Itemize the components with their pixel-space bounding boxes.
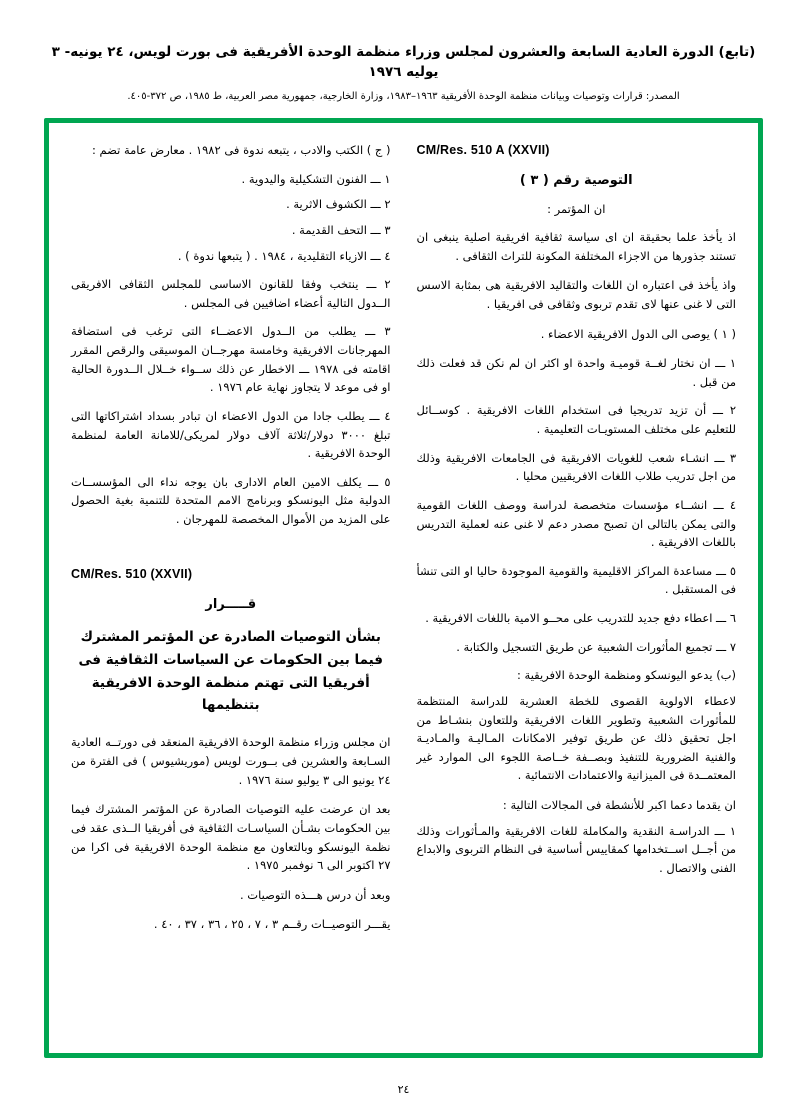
document-source-note: المصدر: قرارات وتوصيات وبيانات منظمة الوحدة الأفريقية ١٩٦٣–١٩٨٣، وزارة الخارجية، جمهورية مصر العربية، ط ١٩٨٥، ص ٣٧٢-٤٠٥.	[127, 90, 680, 102]
resolution-code-left: CM/Res. 510 (XXVII)	[71, 566, 193, 581]
list-item: ٣ ـــ التحف القديمة .	[291, 222, 391, 237]
section-b-body: لاعطاء الاولوية القصوى للخطة العشرية للدراسة المنتظمة للمأثورات الشعبية وتطوير اللغات الافريقية وللتعاون بنشـاط من اجل تحقيق ذلك عن طريق توفير الامكانات المـاليـة والمـاديـة والفنية الضرورية للتنفيذ وبصــفة خــاصة اللجوء الى الموارد غير المعتمــدة فى الميزانية والاعتمادات الانتمائية .	[416, 693, 736, 783]
resolution-code-right: CM/Res. 510 A (XXVII)	[416, 143, 550, 157]
sub-lead-a: ( ١ ) يوصى الى الدول الافريقية الاعضاء .	[540, 326, 736, 341]
list-item: ١ ـــ الدراسـة النقدية والمكاملة للغات الافريقية والمـأثورات وذلك من أجــل اســتخدامها كمقاييس أساسية فى النظام التربوى والابداع الفنى والاتصال .	[416, 823, 736, 875]
list-item: ٢ ـــ الكشوف الاثرية .	[286, 197, 391, 212]
two-column-body	[49, 123, 758, 1053]
list-item: ٦ ـــ اعطاء دفع جديد للتدريب على محــو الامية باللغات الافريقية .	[425, 611, 736, 625]
list-item: ٢ ـــ أن تزيد تدريجيا فى استخدام اللغات الافريقية . كوســائل للتعليم على مختلف المستويـات التعليمية .	[416, 403, 736, 436]
page-header	[34, 42, 773, 104]
list-item: ( ج ) الكتب والادب ، يتبعه ندوة فى ١٩٨٢ . معارض عامة تضم :	[91, 143, 391, 157]
conference-lead: ان المؤتمر :	[547, 202, 606, 216]
column-spacer	[71, 539, 391, 565]
list-item: ١ ـــ الفنون التشكيلية واليدوية .	[241, 171, 391, 186]
resolution-paragraph: وبعد أن درس هـــذه التوصيات .	[239, 887, 391, 902]
column-right	[417, 141, 737, 1039]
preamble-paragraph: واذ يأخذ فى اعتباره ان اللغات والتقاليد الافريقية هى بمثابة الاسس التى لا غنى عنها لاى تقدم تربوى وثقافى فى افريقيا .	[416, 278, 736, 311]
list-item: ٣ ـــ يطلب من الــدول الاعضــاء التى ترغب فى استضافة المهرجانات الافريقية وخامسة مهرجــان الموسيقى والرقص المقرر اقامته فى ١٩٧٨ ـــ الاخطار عن ذلك ســواء خــلال الــدورة الحالية او فى موعد لا يتجاوز نهاية عام ١٩٧٦ .	[71, 324, 391, 395]
resolution-heading: قـــــرار	[205, 596, 257, 612]
green-border-frame	[44, 118, 763, 1058]
section-c-lead: ان يقدما دعما اكبر للأنشطة فى المجالات التالية :	[502, 798, 736, 812]
section-b-lead: (ب) يدعو اليونسكو ومنظمة الوحدة الافريقية :	[517, 668, 736, 683]
recommendation-heading: التوصية رقم ( ٣ )	[519, 173, 633, 188]
resolution-paragraph: ان مجلس وزراء منظمة الوحدة الافريقية المنعقد فى دورتــه العادية السـابعة والعشرين فى بــورت لويس (موريشيوس ) فى الفترة من ٢٤ يونيو الى ٣ يوليو سنة ١٩٧٦ .	[71, 735, 391, 787]
column-left	[71, 141, 391, 1039]
resolution-paragraph: بعد ان عرضت عليه التوصيات الصادرة عن المؤتمر المشترك فيما بين الحكومات بشـأن السياسـات الثقافية فى أفريقيا الــذى عقد فى نظمة اليونسكو وبالتعاون مع منظمة الوحدة الافريقية فى اكرا من ٢٧ اكتوبر الى ٦ نوفمبر ١٩٧٥ .	[71, 802, 391, 873]
list-item: ٥ ـــ يكلف الامين العام الادارى بان يوجه نداء الى المؤسســات الدولية مثل اليونسكو وبرنامج الامم المتحدة للتنمية بغية الحصول على المزيد من الأموال المخصصة للمهرجان .	[71, 474, 391, 526]
list-item: ٢ ـــ ينتخب وفقا للقانون الاساسى للمجلس الثقافى الافريقى الــدول التالية أعضاء اضافيين فى المجلس .	[71, 277, 391, 310]
list-item: ٣ ـــ انشـاء شعب للغويات الافريقية فى الجامعات الافريقية وذلك من اجل تدريب طلاب اللغات الافريقيين محليا .	[416, 450, 736, 484]
page-number: ٢٤	[397, 1083, 410, 1096]
document-title: (تابع) الدورة العادية السابعة والعشرون لمجلس وزراء منظمة الوحدة الأفريقية فى بورت لويس، ٢٤ يونيه- ٣ يوليه ١٩٧٦	[51, 44, 756, 81]
list-item: ٧ ـــ تجميع المأثورات الشعبية عن طريق التسجيل والكتابة .	[456, 639, 736, 654]
list-item: ١ ـــ ان نختار لغــة قوميـة واحدة او اكثر ان لم نكن قد فعلت ذلك من قبل .	[416, 356, 736, 389]
preamble-paragraph: اذ يأخذ علما بحقيقة ان اى سياسة ثقافية افريقية اصلية ينبغى ان تستند جذورها من الاجزاء المختلفة المكونة للتراث الثقافى .	[416, 230, 736, 263]
resolution-decision: يقـــر التوصيــات رقــم ٣ ، ٧ ، ٢٥ ، ٣٦ ، ٣٧ ، ٤٠ .	[153, 917, 391, 932]
resolution-subheading: بشأن التوصيات الصادرة عن المؤتمر المشترك فيما بين الحكومات عن السياسات الثقافية فى أفريقيا التى تهتم منظمة الوحدة الافريقية بتنظيمها	[78, 628, 383, 714]
list-item: ٤ ـــ الازياء التقليدية ، ١٩٨٤ . ( يتبعها ندوة ) .	[177, 248, 391, 263]
list-item: ٤ ـــ انشــاء مؤسسات متخصصة لدراسة ووصف اللغات القومية والتى يمكن بالتالى ان تصبح مصدر دعم لا غنى عنه لعملية التدريس باللغات الافريقية .	[416, 497, 736, 550]
list-item: ٤ ـــ يطلب جادا من الدول الاعضاء ان تبادر بسداد اشتراكاتها التى تبلغ ٣٠٠٠ دولار/ثلاثة آلاف دولار لمريكى/للامانة العامة لمنظمة الوحدة الافريقية .	[71, 408, 391, 461]
list-item: ٥ ـــ مساعدة المراكز الاقليمية والقومية الموجودة حاليا او التى تنشأ فى المستقبل .	[416, 563, 736, 597]
